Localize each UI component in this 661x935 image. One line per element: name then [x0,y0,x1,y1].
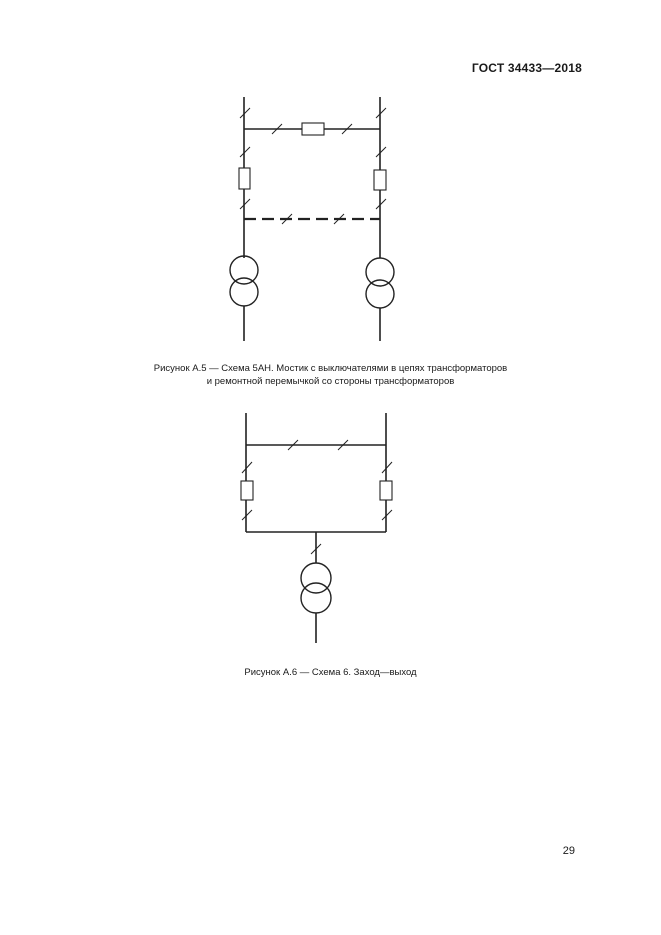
right-transformer-winding [366,258,394,286]
caption-line: и ремонтной перемычкой со стороны трансформаторов [206,376,455,387]
page-number: 29 [562,845,575,857]
right-breaker [380,481,392,500]
left-break-mark [240,108,250,118]
right-break-mark [382,462,392,473]
left-break-mark [240,147,250,157]
figure-a5-caption [0,362,661,388]
left-transformer-winding [230,278,258,306]
transformer-winding [301,583,331,613]
figure-a5-diagram [0,90,661,345]
right-break-mark [376,199,386,209]
right-breaker [374,170,386,190]
caption-line: Рисунок А.6 — Схема 6. Заход—выход [244,667,417,678]
right-transformer-winding [366,280,394,308]
bridge-breaker [302,123,324,135]
left-break-mark [242,462,252,473]
left-break-mark [242,510,252,520]
document-code: ГОСТ 34433—2018 [471,61,582,75]
right-break-mark [376,108,386,118]
figure-a6-diagram [0,408,661,648]
left-breaker [239,168,250,189]
caption-line: Рисунок А.5 — Схема 5АН. Мостик с выключателями в цепях трансформаторов [153,363,508,374]
left-breaker [241,481,253,500]
right-break-mark [376,147,386,157]
left-transformer-winding [230,256,258,284]
left-break-mark [240,199,250,209]
right-break-mark [382,510,392,520]
transformer-winding [301,563,331,593]
figure-a6-caption [0,666,661,679]
